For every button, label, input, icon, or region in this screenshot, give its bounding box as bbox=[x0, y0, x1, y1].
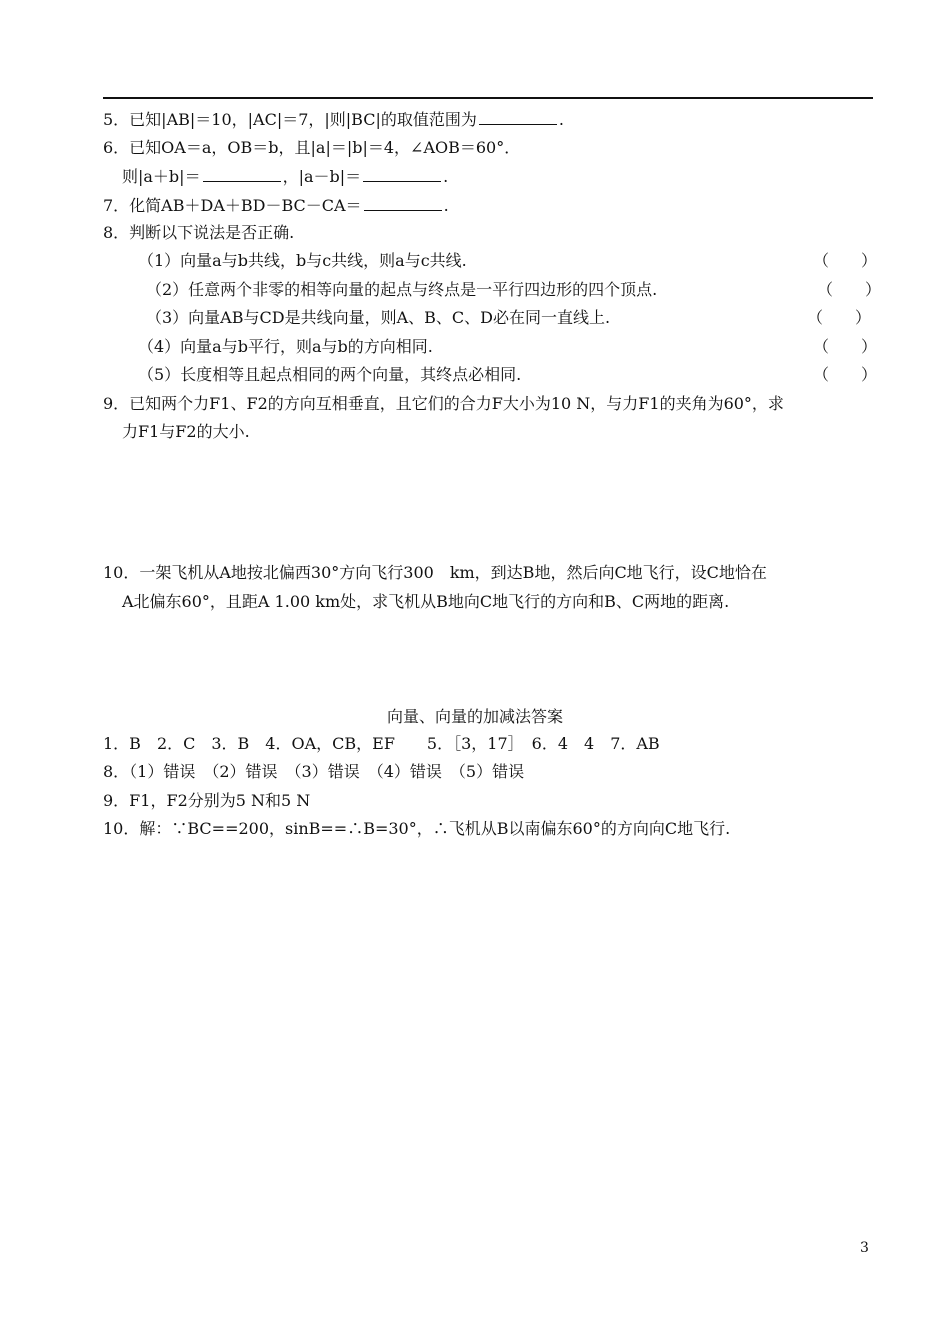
answer-paren[interactable]: （ ） bbox=[813, 337, 878, 356]
question-8-item-1: （1）向量a与b共线，b与c共线，则a与c共线. bbox=[138, 251, 467, 270]
question-5-end: . bbox=[558, 110, 564, 129]
question-8-title: 8．判断以下说法是否正确. bbox=[103, 223, 295, 242]
answers-title: 向量、向量的加减法答案 bbox=[386, 707, 563, 726]
answer-paren[interactable]: （ ） bbox=[813, 251, 878, 270]
question-6-line-1: 6．已知OA＝a，OB＝b，且|a|＝|b|＝4，∠AOB＝60°． bbox=[103, 138, 521, 157]
question-8-item-2: （2）任意两个非零的相等向量的起点与终点是一平行四边形的四个顶点. bbox=[146, 280, 658, 299]
question-8-item-5: （5）长度相等且起点相同的两个向量，其终点必相同. bbox=[138, 365, 522, 384]
answer-paren[interactable]: （ ） bbox=[807, 308, 872, 327]
question-5-text: 5．已知|AB|＝10，|AC|＝7，|则|BC|的取值范围为 bbox=[103, 110, 477, 129]
header-rule bbox=[103, 97, 873, 99]
answer-blank[interactable] bbox=[479, 108, 557, 125]
question-6-line-2 bbox=[122, 165, 448, 188]
answer-paren[interactable]: （ ） bbox=[813, 365, 878, 384]
answer-line-4: 10．解：∵BC==200，sinB==∴B=30°，∴飞机从B以南偏东60°的方向向C地飞行. bbox=[103, 819, 731, 838]
question-10-line-1: 10．一架飞机从A地按北偏西30°方向飞行300 km，到达B地，然后向C地飞行，设C地恰在 bbox=[103, 563, 767, 582]
question-6-end: . bbox=[443, 167, 449, 186]
question-5 bbox=[103, 108, 564, 131]
answer-blank[interactable] bbox=[363, 165, 441, 182]
answer-blank[interactable] bbox=[203, 165, 281, 182]
question-7 bbox=[103, 194, 449, 217]
question-9-line-2: 力F1与F2的大小. bbox=[122, 422, 250, 441]
question-6-part-b: ，|a－b|＝ bbox=[282, 167, 362, 186]
page-number: 3 bbox=[860, 1240, 869, 1256]
answer-line-2: 8．（1）错误 （2）错误 （3）错误 （4）错误 （5）错误 bbox=[103, 762, 525, 781]
question-8-item-3: （3）向量AB与CD是共线向量，则A、B、C、D必在同一直线上. bbox=[146, 308, 611, 327]
question-6-part-a: 则|a＋b|＝ bbox=[122, 167, 201, 186]
answer-line-1: 1．B 2．C 3．B 4．OA，CB，EF 5．［3，17］ 6．4 4 7．AB bbox=[103, 734, 660, 753]
question-7-end: . bbox=[443, 196, 449, 215]
question-10-line-2: A北偏东60°，且距A 1.00 km处，求飞机从B地向C地飞行的方向和B、C两地的距离. bbox=[122, 592, 730, 611]
answer-line-3: 9．F1，F2分别为5 N和5 N bbox=[103, 791, 311, 810]
question-9-line-1: 9．已知两个力F1、F2的方向互相垂直，且它们的合力F大小为10 N，与力F1的夹角为60°，求 bbox=[103, 394, 784, 413]
answer-paren[interactable]: （ ） bbox=[817, 280, 882, 299]
answer-blank[interactable] bbox=[364, 194, 442, 211]
question-7-text: 7．化简AB＋DA＋BD－BC－CA＝ bbox=[103, 196, 362, 215]
question-8-item-4: （4）向量a与b平行，则a与b的方向相同. bbox=[138, 337, 433, 356]
